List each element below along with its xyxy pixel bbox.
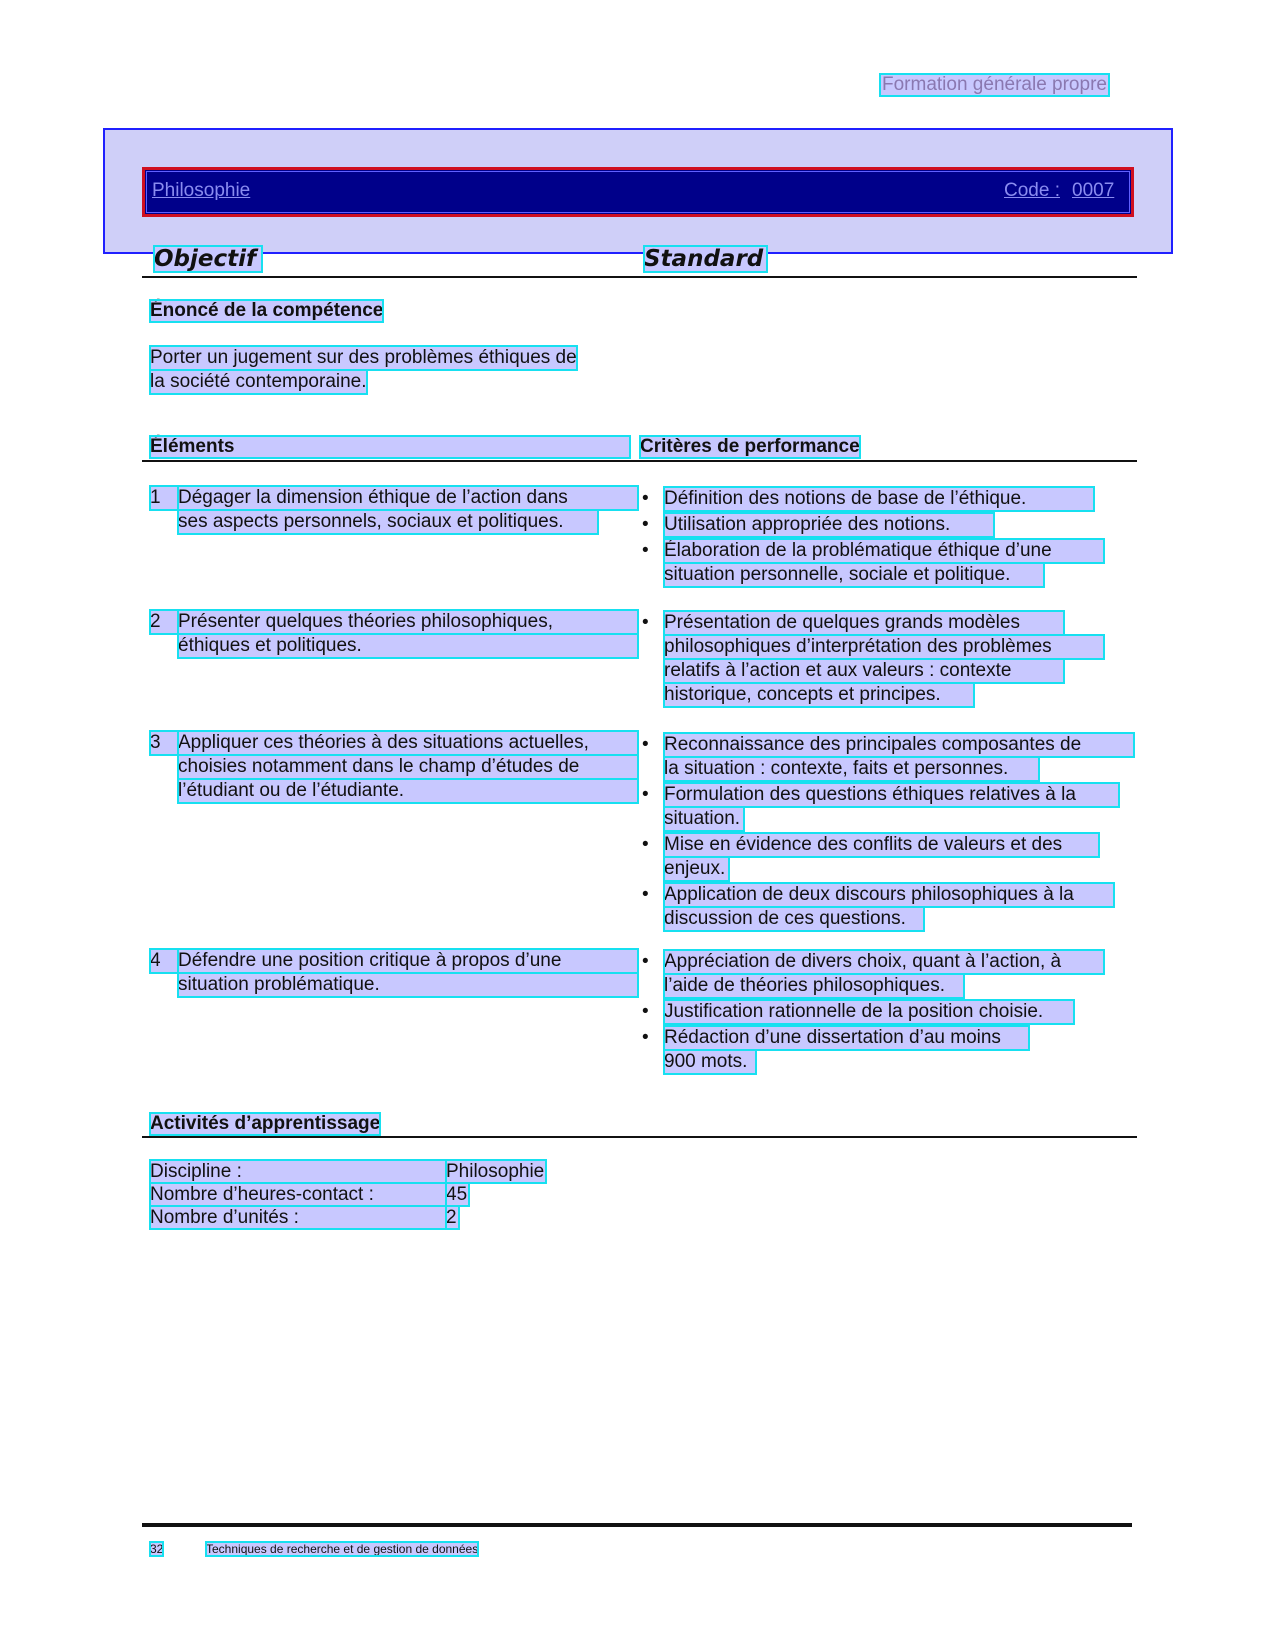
section-rule (142, 276, 1137, 278)
criteria-list (640, 950, 1104, 1076)
element-text (178, 949, 638, 997)
criterion: • Reconnaissance des principales composantes de la situation : contexte, faits et personnes. (640, 733, 1134, 781)
course-code-bar-inner (146, 171, 1130, 213)
activity-value: Philosophie (446, 1161, 545, 1182)
enonce-text (150, 346, 577, 394)
activity-value: 2 (446, 1207, 457, 1228)
element-line: l’étudiant ou de l’étudiante. (178, 779, 638, 803)
element-number: 4 (150, 949, 178, 973)
criterion: • Rédaction d’une dissertation d’au moins 900 mots. (640, 1026, 1104, 1074)
element-text (178, 610, 638, 658)
criterion: • Appréciation de divers choix, quant à l’action, à l’aide de théories philosophiques. (640, 950, 1104, 998)
element-line: ses aspects personnels, sociaux et politiques. (178, 510, 598, 534)
criterion: • Mise en évidence des conflits de valeurs et des enjeux. (640, 833, 1134, 881)
enonce-line: Porter un jugement sur des problèmes éthiques de (150, 347, 577, 368)
running-head: Formation générale propre (882, 74, 1107, 95)
element-line: Défendre une position critique à propos d’une (178, 949, 638, 973)
criteres-heading: Critères de performance (640, 436, 860, 457)
standard-heading: Standard (644, 246, 767, 272)
code-label: Code : (1004, 180, 1060, 201)
footer-title: Techniques de recherche et de gestion de données (206, 1542, 479, 1556)
element-text (178, 731, 638, 803)
criterion: • Élaboration de la problématique éthique d’une situation personnelle, sociale et politique. (640, 539, 1104, 587)
element-line: Dégager la dimension éthique de l’action dans (178, 486, 638, 510)
criterion: • Formulation des questions éthiques relatives à la situation. (640, 783, 1134, 831)
element-number: 1 (150, 486, 178, 510)
criterion: • Présentation de quelques grands modèles philosophiques d’interprétation des problèmes relatifs à l’action et aux valeurs : contexte historique, concepts et principes. (640, 611, 1104, 707)
footer-rule (142, 1523, 1132, 1527)
criterion: • Application de deux discours philosophiques à la discussion de ces questions. (640, 883, 1134, 931)
criterion: • Définition des notions de base de l’éthique. (640, 487, 1104, 511)
objectif-heading: Objectif (154, 246, 262, 272)
criteria-list (640, 611, 1104, 709)
activity-label: Discipline : (150, 1160, 446, 1183)
course-title: Philosophie (152, 180, 251, 201)
element-line: situation problématique. (178, 973, 638, 997)
element-line: choisies notamment dans le champ d’études de (178, 755, 638, 779)
activity-label: Nombre d’unités : (150, 1206, 446, 1229)
elements-heading: Éléments (150, 436, 630, 458)
element-line: éthiques et politiques. (178, 634, 638, 658)
footer-page-number: 32 (150, 1542, 164, 1556)
element-line: Appliquer ces théories à des situations actuelles, (178, 731, 638, 755)
element-line: Présenter quelques théories philosophiques, (178, 610, 638, 634)
code-value: 0007 (1072, 180, 1115, 201)
activity-value: 45 (446, 1184, 468, 1205)
activity-label: Nombre d’heures-contact : (150, 1183, 446, 1206)
criteria-list (640, 487, 1104, 589)
criteria-list (640, 733, 1134, 933)
element-number: 2 (150, 610, 178, 634)
section-rule (142, 1136, 1137, 1138)
element-number: 3 (150, 731, 178, 755)
activites-heading: Activités d’apprentissage (150, 1113, 381, 1134)
enonce-line: la société contemporaine. (150, 371, 367, 392)
criterion: • Utilisation appropriée des notions. (640, 513, 1104, 537)
criterion: • Justification rationnelle de la position choisie. (640, 1000, 1104, 1024)
element-text (178, 486, 638, 534)
section-rule (142, 460, 1137, 462)
enonce-heading: Énoncé de la compétence (150, 300, 384, 321)
